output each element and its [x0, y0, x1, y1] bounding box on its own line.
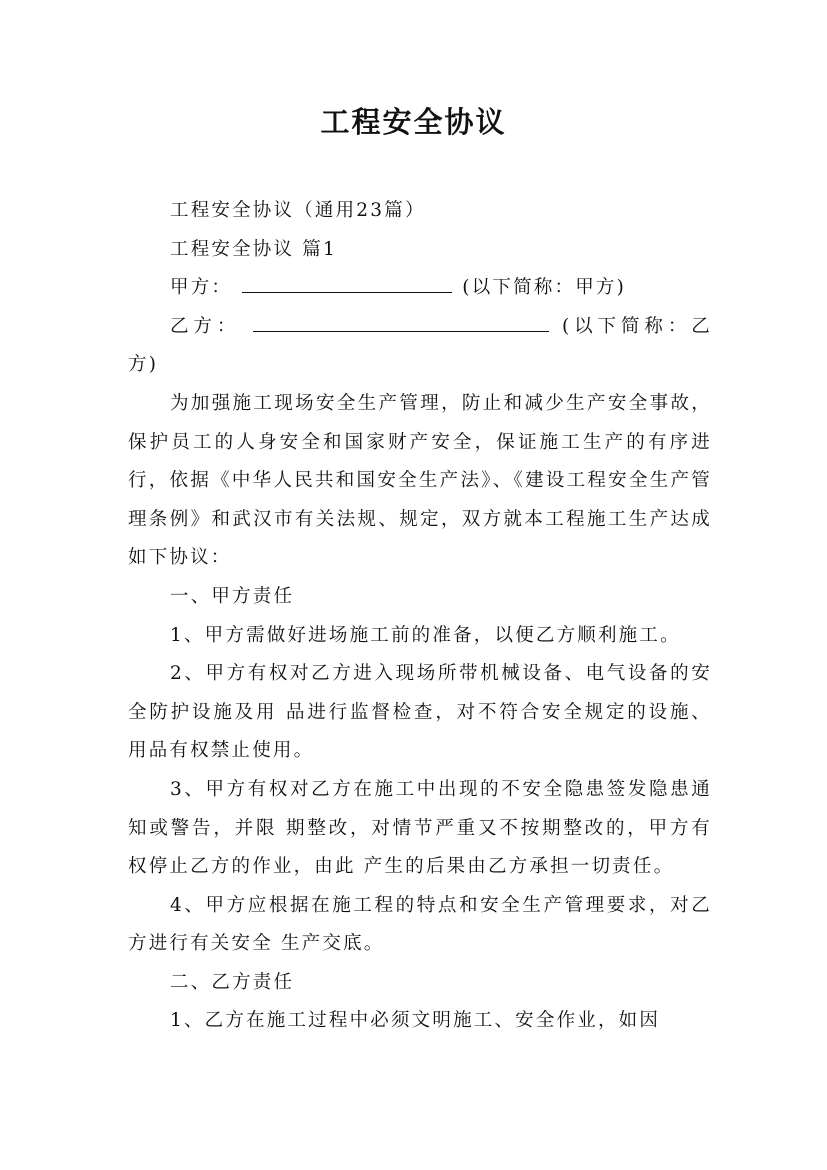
- section1-item-4: 4、甲方应根据在施工程的特点和安全生产管理要求，对乙方进行有关安全 生产交底。: [128, 894, 712, 955]
- party-b-label: 乙方：: [170, 315, 241, 337]
- section2-item-1: 1、乙方在施工过程中必须文明施工、安全作业，如因: [170, 1010, 661, 1032]
- section1-item-2: 2、甲方有权对乙方进入现场所带机械设备、电气设备的安全防护设施及用 品进行监督检查，对不符合安全规定的设施、用品有权禁止使用。: [128, 663, 712, 762]
- party-a-line: [128, 269, 712, 308]
- document-subtitle: 工程安全协议（通用23篇）: [170, 200, 426, 221]
- party-b-suffix: (以下简称：乙方): [128, 315, 712, 376]
- intro-paragraph: 为加强施工现场安全生产管理，防止和减少生产安全事故，保护员工的人身安全和国家财产安全，保证施工生产的有序进行，依据《中华人民共和国安全生产法》、《建设工程安全生产管理条例》和武汉市有关法规、规定，双方就本工程施工生产达成如下协议：: [128, 392, 712, 569]
- section-heading: 工程安全协议 篇1: [170, 238, 337, 260]
- party-a-label: 甲方：: [170, 277, 233, 299]
- section1-item-1: 1、甲方需做好进场施工前的准备，以便乙方顺利施工。: [170, 624, 681, 646]
- party-a-suffix: (以下简称：甲方): [462, 277, 627, 299]
- document-title: 工程安全协议: [320, 105, 507, 139]
- section1-item-3: 3、甲方有权对乙方在施工中出现的不安全隐患签发隐患通知或警告，并限 期整改，对情节严重又不按期整改的，甲方有权停止乙方的作业，由此 产生的后果由乙方承担一切责任。: [128, 778, 712, 878]
- party-b-blank: [253, 309, 549, 332]
- party-a-blank: [242, 270, 452, 293]
- document-body: [128, 192, 712, 1041]
- section1-heading: 一、甲方责任: [170, 585, 295, 607]
- party-b-line: [128, 308, 712, 385]
- section2-heading: 二、乙方责任: [170, 971, 295, 993]
